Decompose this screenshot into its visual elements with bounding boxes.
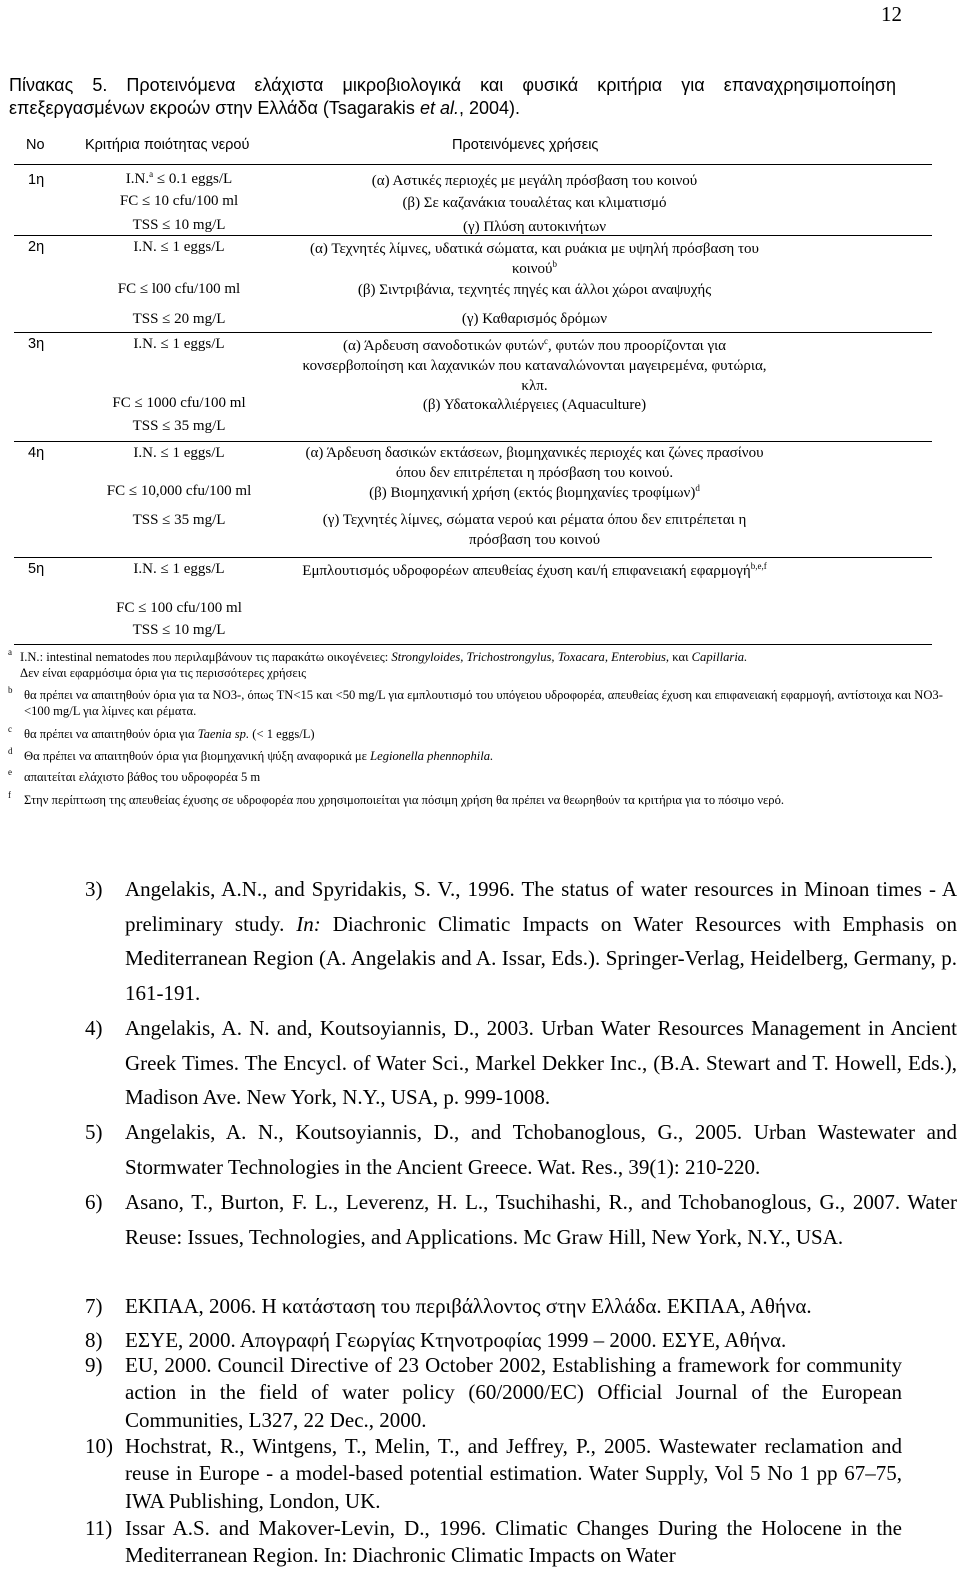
use: (γ) Πλύση αυτοκινήτων (462, 219, 607, 235)
use: (α) Τεχνητές λίμνες, υδατικά σώματα, και ρυάκια με υψηλή πρόσβαση του κοινού$^b$ (310, 241, 759, 277)
reference-item (85, 1115, 957, 1184)
criterion: FC ≤ 10 cfu/100 ml (119, 193, 239, 209)
reference-number: 11) (85, 1516, 113, 1540)
reference-item (85, 1352, 957, 1434)
page-number: 12 (881, 2, 902, 26)
table-row (14, 165, 932, 236)
criterion: TSS ≤ 35 mg/L (132, 512, 226, 528)
table-row (14, 236, 932, 333)
criterion: FC ≤ 1000 cfu/100 ml (112, 395, 246, 411)
table-row (14, 333, 932, 442)
footnote-marker: c (8, 724, 12, 734)
use: (β) Υδατοκαλλιέργειες (Aquaculture) (422, 397, 647, 413)
reference-number: 5) (85, 1120, 103, 1144)
footnote-marker: a (8, 647, 12, 657)
reference-number: 10) (85, 1434, 113, 1458)
criterion: I.N.$^a$ ≤ 0.1 eggs/L (125, 169, 233, 187)
use: Εμπλουτισμός υδροφορέων απευθείας έχυση και/ή επιφανειακή εφαρμογή$^{b,e,f}$ (302, 561, 767, 579)
reference-text: Angelakis, A. N., Koutsoyiannis, D., and Tchobanoglous, G., 2005. Urban Wastewater and Stormwater Technologies in the Ancient Greece. Wat. Res., 39(1): 210-220. (125, 1120, 957, 1179)
criterion: TSS ≤ 35 mg/L (132, 418, 226, 434)
reference-number: 9) (85, 1353, 103, 1377)
criterion: I.N. ≤ 1 eggs/L (133, 561, 225, 577)
use: (γ) Τεχνητές λίμνες, σώματα νερού και ρέματα όπου δεν επιτρέπεται η πρόσβαση του κοινού (322, 512, 747, 548)
table-header (14, 134, 932, 165)
caption-text: Πίνακας 5. Προτεινόμενα ελάχιστα μικροβιολογικά και φυσικά κριτήρια για επαναχρησιμοποίηση επεξεργασμένων εκροών στην Ελλάδα (Tsagarakis (9, 75, 896, 118)
criterion: TSS ≤ 10 mg/L (132, 622, 226, 638)
table-row (14, 558, 932, 645)
reference-number: 3) (85, 877, 103, 901)
reference-item: 3) Angelakis, A.N., and Spyridakis, S. V., 1996. The status of water resources in Minoan times - A preliminary study. In: Diachronic Climatic Impacts on Water Resources with Emphasis on Mediterranean Region (A. Angelakis and A. Issar, Eds.). Springer-Verlag, Heidelberg, Germany, p. 161-191. (85, 872, 957, 1011)
footnote-text: απαιτείται ελάχιστο βάθος του υδροφορέα 5 m (24, 770, 261, 784)
use: (α) Αστικές περιοχές με μεγάλη πρόσβαση του κοινού (371, 173, 698, 189)
reference-text: Angelakis, A. N. and, Koutsoyiannis, D., 2003. Urban Water Resources Management in Ancient Greek Times. The Encycl. of Water Sci., Markel Dekker Inc., (B.A. Stewart and T. Howell, Eds.), Madison Ave. New York, N.Y., USA, p. 999-1008. (125, 1016, 957, 1110)
use: (α) Άρδευση δασικών εκτάσεων, βιομηχανικές περιοχές και ζώνες πρασίνου όπου δεν επιτρέπεται η πρόσβαση του κοινού. (305, 445, 764, 481)
reference-text: Issar A.S. and Makover-Levin, D., 1996. Climatic Changes During the Holocene in the Mediterranean Region. In: Diachronic Climatic Impacts on Water (125, 1516, 902, 1568)
criterion: I.N. ≤ 1 eggs/L (133, 336, 225, 352)
row-number: 4η (28, 445, 45, 461)
reference-text: Hochstrat, R., Wintgens, T., Melin, T., and Jeffrey, P., 2005. Wastewater reclamation and reuse in Europe - a model-based potential estimation. Water Supply, Vol 5 No 1 pp 67–75, IWA Publishing, London, UK. (125, 1434, 902, 1513)
footnote-marker: d (8, 746, 13, 756)
use: (β) Σε καζανάκια τουαλέτας και κλιματισμό (402, 195, 667, 211)
criterion: FC ≤ 100 cfu/100 ml (116, 600, 242, 616)
use: (α) Άρδευση σανοδοτικών φυτών$^c$, φυτών που προορίζονται για κονσερβοποίηση και λαχανικών που καταναλώνονται μαγειρεμένα, φυτώρια, κλπ. (302, 336, 767, 394)
footnote-marker: f (8, 790, 11, 800)
footnote-text: Στην περίπτωση της απευθείας έχυσης σε υδροφορέα που χρησιμοποιείται για πόσιμη χρήση θα πρέπει να θεωρηθούν τα κριτήρια για το πόσιμο νερό. (24, 793, 785, 807)
reference-text: Asano, T., Burton, F. L., Leverenz, H. L., Tsuchihashi, R., and Tchobanoglous, G., 2007. Water Reuse: Issues, Technologies, and Applications. Mc Graw Hill, New York, N.Y., USA. (125, 1190, 957, 1249)
use: (β) Βιομηχανική χρήση (εκτός βιομηχανίες τροφίμων)$^d$ (369, 483, 700, 501)
reference-text: EU, 2000. Council Directive of 23 October 2002, Establishing a framework for community action in the field of water policy (60/2000/EC) Official Journal of the European Communities, L327, 22 Dec., 2000. (125, 1353, 902, 1432)
reference-item (85, 1185, 957, 1254)
header-uses: Προτεινόμενες χρήσεις (452, 137, 599, 153)
criterion: FC ≤ l00 cfu/100 ml (117, 281, 241, 297)
footnote-marker: e (8, 767, 12, 777)
table-row (14, 442, 932, 558)
row-number: 3η (28, 336, 45, 352)
row-number: 5η (28, 561, 45, 577)
criterion: TSS ≤ 20 mg/L (132, 311, 226, 327)
reference-number: 4) (85, 1016, 103, 1040)
use: (γ) Καθαρισμός δρόμων (461, 311, 608, 327)
table-caption (9, 74, 896, 120)
footnote (8, 687, 943, 719)
footnote: d Θα πρέπει να απαιτηθούν όρια για βιομηχανική ψύξη αναφορικά με Legionella phennophila. (8, 748, 943, 764)
footnote (8, 792, 943, 808)
row-number: 2η (28, 239, 45, 255)
criterion: FC ≤ 10,000 cfu/100 ml (106, 483, 252, 499)
footnote: a I.N.: intestinal nematodes που περιλαμβάνουν τις παρακάτω οικογένειες: Strongyloides, Trichostrongylus, Toxacara, Enterobius, και Capillaria. Δεν είναι εφαρμόσιμα όρια για τις περισσότερες χρήσεις (8, 649, 943, 681)
criterion: I.N. ≤ 1 eggs/L (133, 445, 225, 461)
reference-number: 7) (85, 1294, 103, 1318)
reference-item (85, 1515, 957, 1570)
criterion: I.N. ≤ 1 eggs/L (133, 239, 225, 255)
use: (β) Σιντριβάνια, τεχνητές πηγές και άλλοι χώροι αναψυχής (357, 282, 712, 298)
reference-number: 8) (85, 1328, 103, 1352)
header-criteria: Κριτήρια ποιότητας νερού (85, 137, 250, 153)
reference-item (85, 1433, 957, 1515)
footnote-text: θα πρέπει να απαιτηθούν όρια για τα NO3-, όπως TN<15 και <50 mg/L για εμπλουτισμό του υπόγειου υδροφορέα, απευθείας έχυση και επιφανειακή εφαρμογή, αντίστοιχα και NO3-<100 mg/L για λίμνες και ρέματα. (24, 688, 943, 718)
header-no: No (26, 137, 45, 153)
footnote-line: Δεν είναι εφαρμόσιμα όρια για τις περισσότερες χρήσεις (20, 666, 307, 680)
reference-item (85, 1011, 957, 1115)
reference-text: ΕΣΥΕ, 2000. Απογραφή Γεωργίας Κτηνοτροφίας 1999 – 2000. ΕΣΥΕ, Αθήνα. (125, 1328, 787, 1352)
caption-italic: et al. (419, 98, 459, 118)
criterion: TSS ≤ 10 mg/L (132, 217, 226, 233)
caption-end: , 2004). (458, 98, 521, 118)
reference-text: ΕΚΠΑΑ, 2006. Η κατάσταση του περιβάλλοντος στην Ελλάδα. ΕΚΠΑΑ, Αθήνα. (125, 1294, 812, 1318)
reference-item (85, 1289, 957, 1324)
footnote (8, 769, 943, 785)
footnote: c θα πρέπει να απαιτηθούν όρια για Taenia sp. (< 1 eggs/L) (8, 726, 943, 742)
footnote-marker: b (8, 685, 13, 695)
reference-number: 6) (85, 1190, 103, 1214)
row-number: 1η (28, 172, 45, 188)
